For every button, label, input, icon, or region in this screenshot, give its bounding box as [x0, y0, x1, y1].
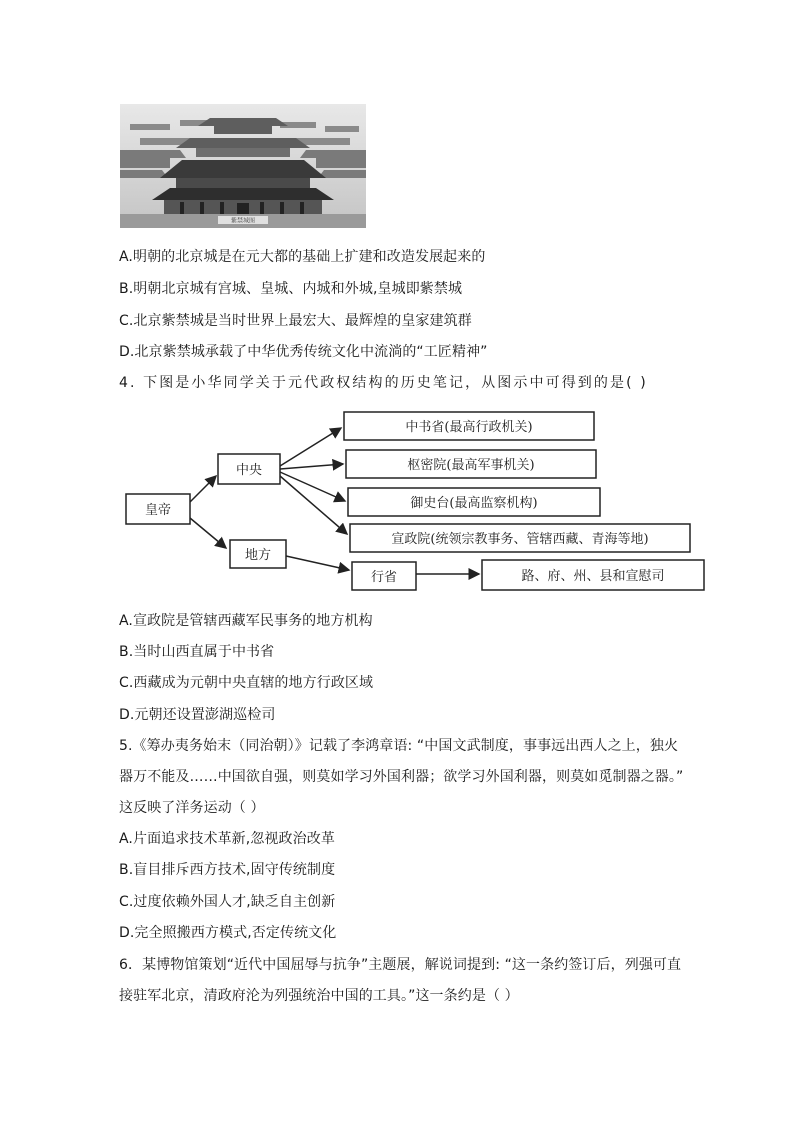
forbidden-city-photo	[120, 104, 366, 228]
yushi-label: 御史台(最高监察机构)	[410, 496, 538, 511]
q5-stem-line-1: 5.《筹办夷务始末（同治朝）》记载了李鸿章语: “中国文武制度，事事远出西人之上，独火	[119, 738, 679, 754]
forbidden-city-illustration	[120, 104, 366, 228]
q5-option-d: D.完全照搬西方模式,否定传统文化	[119, 925, 337, 941]
q3-option-c: C.北京紫禁城是当时世界上最宏大、最辉煌的皇家建筑群	[119, 313, 472, 329]
central-label: 中央	[235, 463, 263, 478]
emperor-label: 皇帝	[144, 503, 172, 518]
arrow-central-zhongshu	[280, 428, 341, 466]
q4-stem: 4. 下图是小华同学关于元代政权结构的历史笔记，从图示中可得到的是( )	[119, 375, 648, 391]
q4-option-c: C.西藏成为元朝中央直辖的地方行政区域	[119, 675, 374, 691]
q4-option-d: D.元朝还设置澎湖巡检司	[119, 707, 276, 723]
zhongshu-label: 中书省(最高行政机关)	[405, 420, 533, 435]
arrow-emperor-central	[190, 476, 216, 502]
q6-stem-line-2: 接驻军北京，清政府沦为列强统治中国的工具。”这一条约是（ ）	[119, 988, 519, 1004]
q3-option-d: D.北京紫禁城承载了中华优秀传统文化中流淌的“工匠精神”	[119, 344, 488, 360]
shumi-label: 枢密院(最高军事机关)	[407, 458, 535, 473]
q4-option-a: A.宣政院是管辖西藏军民事务的地方机构	[119, 613, 373, 629]
arrow-central-shumi	[280, 464, 343, 469]
q5-option-b: B.盲目排斥西方技术,固守传统制度	[119, 862, 336, 878]
q3-option-b: B.明朝北京城有宫城、皇城、内城和外城,皇城即紫禁城	[119, 281, 463, 297]
xuanzheng-label: 宣政院(统领宗教事务、管辖西藏、青海等地)	[391, 532, 649, 547]
sub-units-label: 路、府、州、县和宣慰司	[521, 569, 665, 584]
arrow-central-yushi	[280, 472, 345, 501]
arrow-local-xingsheng	[286, 556, 349, 570]
q6-stem-line-1: 6．某博物馆策划“近代中国屈辱与抗争”主题展，解说词提到: “这一条约签订后，列强可直	[119, 957, 682, 973]
q5-option-a: A.片面追求技术革新,忽视政治改革	[119, 831, 335, 847]
q3-option-a: A.明朝的北京城是在元大都的基础上扩建和改造发展起来的	[119, 249, 486, 265]
arrow-emperor-local	[190, 518, 226, 548]
q5-stem-line-2: 器万不能及……中国欲自强，则莫如学习外国利器；欲学习外国利器，则莫如觅制器之器。”	[119, 769, 684, 785]
photo-sign: 紫禁城图	[230, 217, 256, 225]
yuan-political-structure-diagram	[120, 408, 710, 596]
arrow-central-xuanzheng	[280, 476, 347, 534]
q4-option-b: B.当时山西直属于中书省	[119, 644, 275, 660]
q5-option-c: C.过度依赖外国人才,缺乏自主创新	[119, 894, 336, 910]
xingsheng-label: 行省	[370, 570, 398, 585]
q5-stem-line-3: 这反映了洋务运动（ ）	[119, 800, 265, 816]
local-label: 地方	[244, 548, 272, 563]
